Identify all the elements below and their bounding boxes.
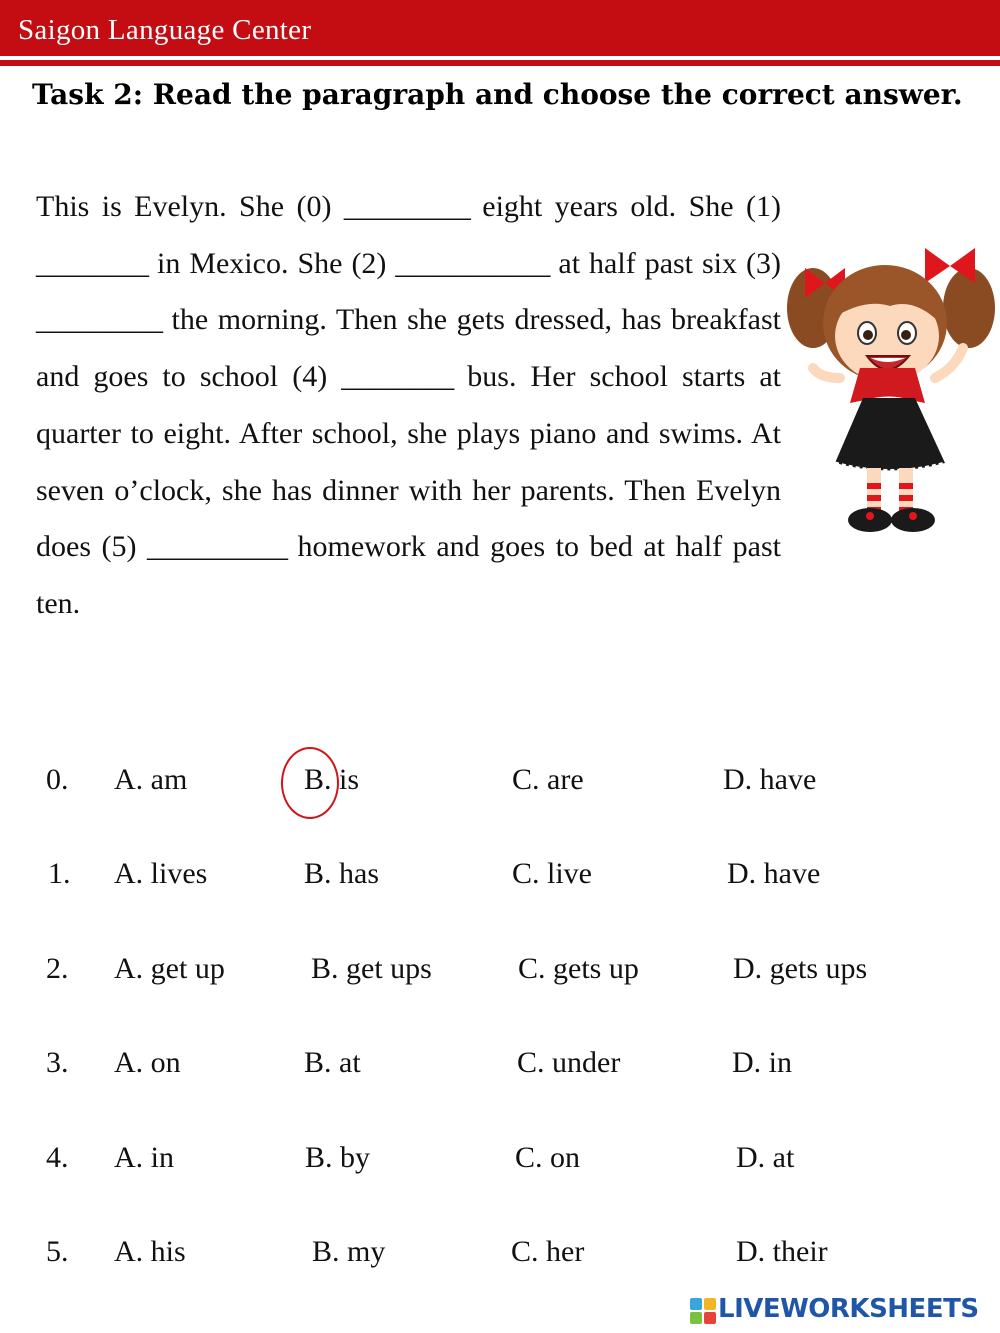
option-a[interactable]: A. his (114, 1235, 186, 1268)
option-a[interactable]: A. on (114, 1046, 181, 1079)
option-c[interactable]: C. her (511, 1235, 585, 1268)
option-b[interactable]: B. is (304, 763, 360, 796)
blank-0: _________ (343, 190, 470, 223)
option-d[interactable]: D. at (736, 1141, 795, 1174)
option-d[interactable]: D. their (736, 1235, 828, 1268)
question-number: 1. (48, 857, 71, 890)
option-c[interactable]: C. are (512, 763, 584, 796)
option-d[interactable]: D. have (723, 763, 817, 796)
question-row (0, 1235, 1000, 1279)
paragraph-text: at half past six (3) (549, 246, 781, 280)
blank-3[interactable]: _________ (36, 303, 162, 337)
option-a[interactable]: A. lives (114, 857, 208, 890)
question-number: 0. (46, 763, 69, 796)
task-title: Task 2: Read the paragraph and choose the correct answer. (32, 78, 963, 111)
girl-illustration (785, 228, 997, 543)
paragraph-text: bus. Her school starts at quarter to eight. After school, she plays piano and swims. At seven o’clock, she has dinner with her parents. Then Evelyn does (5) (36, 360, 781, 564)
blank-5[interactable]: __________ (147, 530, 287, 564)
logo-text: LIVEWORKSHEETS (718, 1294, 979, 1324)
question-number: 2. (46, 952, 69, 985)
option-c[interactable]: C. on (515, 1141, 581, 1174)
liveworksheets-logo (690, 1292, 990, 1328)
example-answer-circle (281, 747, 339, 819)
question-number: 4. (46, 1141, 69, 1174)
option-d[interactable]: D. gets ups (733, 952, 868, 985)
reading-paragraph (36, 179, 781, 633)
option-c[interactable]: C. under (517, 1046, 621, 1079)
header-title: Saigon Language Center (18, 14, 312, 46)
paragraph-text: eight years old. She (1) (469, 190, 781, 223)
option-a[interactable]: A. get up (114, 952, 225, 985)
blank-4[interactable]: ________ (341, 360, 454, 394)
paragraph-text: the morning. Then she gets dressed, has breakfast and goes to school (4) (36, 303, 781, 394)
option-b[interactable]: B. at (304, 1046, 361, 1079)
option-c[interactable]: C. gets up (518, 952, 639, 985)
question-row (0, 1046, 1000, 1090)
option-d[interactable]: D. in (732, 1046, 792, 1079)
option-b[interactable]: B. by (305, 1141, 371, 1174)
option-b[interactable]: B. get ups (311, 952, 432, 985)
liveworksheets-icon (690, 1298, 716, 1324)
blank-1[interactable]: ________ (36, 246, 148, 280)
paragraph-text: in Mexico. She (2) (148, 246, 396, 280)
question-row (0, 952, 1000, 996)
option-b[interactable]: B. has (304, 857, 379, 890)
question-number: 3. (46, 1046, 69, 1079)
question-row (0, 1141, 1000, 1185)
header-rule (0, 60, 1000, 66)
option-d[interactable]: D. have (727, 857, 821, 890)
option-b[interactable]: B. my (312, 1235, 386, 1268)
blank-2[interactable]: ___________ (395, 246, 550, 280)
header-bar (0, 0, 1000, 56)
option-a[interactable]: A. am (114, 763, 188, 796)
question-number: 5. (46, 1235, 69, 1268)
paragraph-text: homework and goes to bed at half past ten. (36, 530, 781, 620)
option-c[interactable]: C. live (512, 857, 592, 890)
paragraph-text: This is Evelyn. She (0) (36, 190, 344, 223)
question-row (0, 763, 1000, 807)
option-a[interactable]: A. in (114, 1141, 174, 1174)
question-row (0, 857, 1000, 901)
